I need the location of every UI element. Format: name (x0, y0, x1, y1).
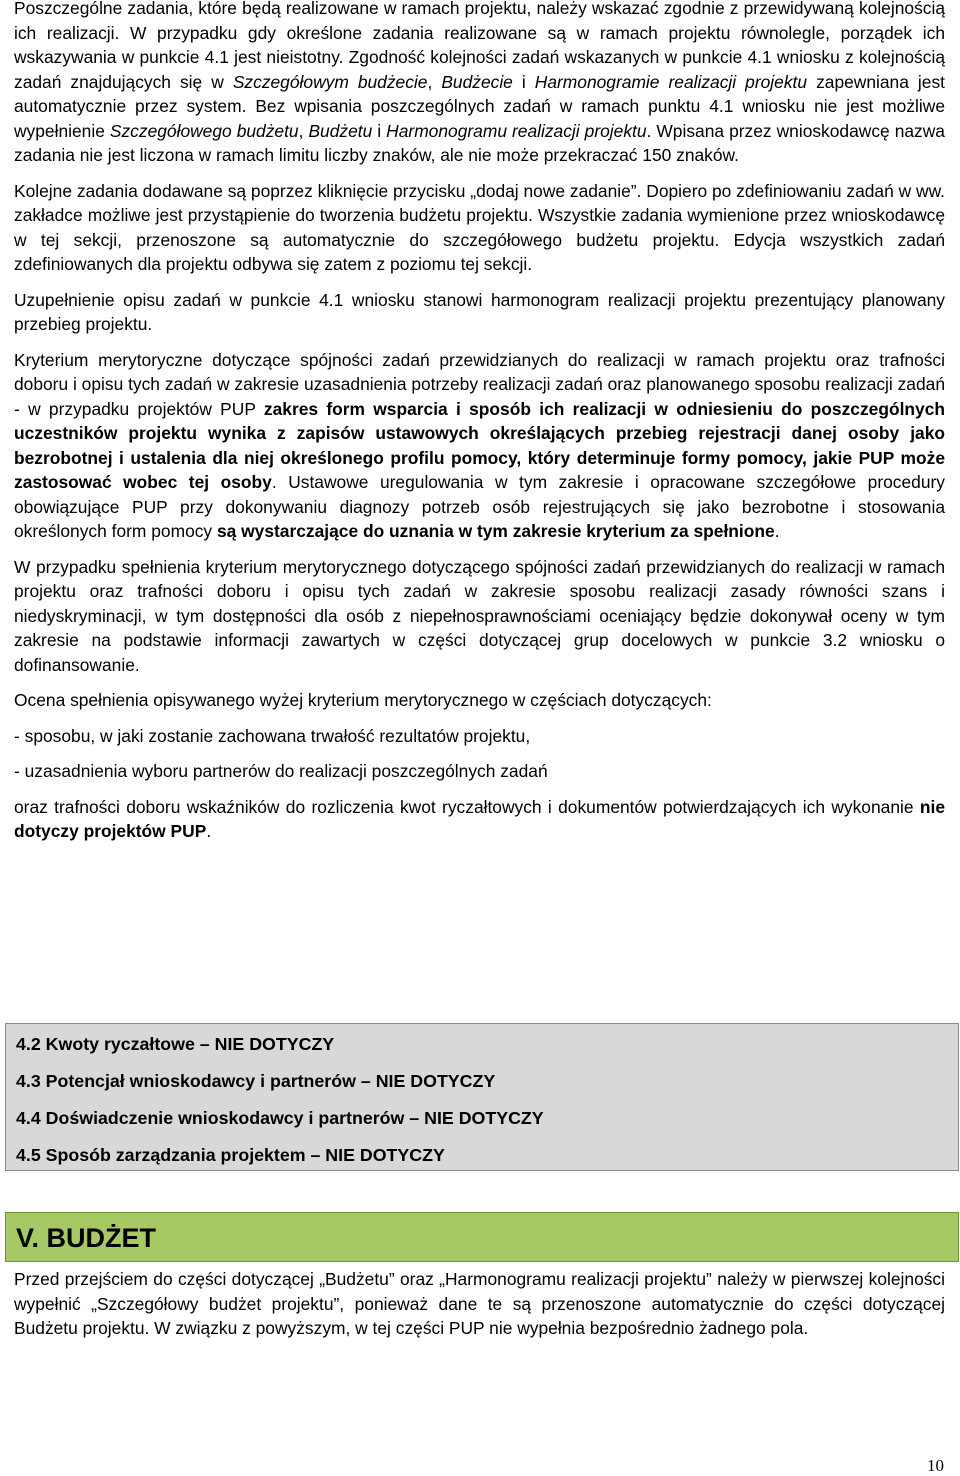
section-heading-budget: V. BUDŻET (5, 1212, 959, 1262)
page-number: 10 (927, 1456, 944, 1475)
budget-section-body (14, 1267, 945, 1341)
list-item-durability: - sposobu, w jaki zostanie zachowana trwałość rezultatów projektu, (14, 725, 531, 746)
item-applicant-potential: 4.3 Potencjał wnioskodawcy i partnerów – NIE DOTYCZY (16, 1071, 496, 1091)
paragraph-assessment: Ocena spełnienia opisywanego wyżej kryterium merytorycznego w częściach dotyczących: (14, 690, 712, 710)
item-project-management: 4.5 Sposób zarządzania projektem – NIE DOTYCZY (16, 1145, 445, 1165)
paragraph-add-task: Kolejne zadania dodawane są poprzez kliknięcie przycisku „dodaj nowe zadanie”. Dopiero po zdefiniowaniu zadań w ww. zakładce możliwe jest przystąpienie do tworzenia budżetu projektu. Wszystkie zadania wymienione przez wnioskodawcę w tej sekcji, przenoszone są automatycznie do szczegółowego budżetu projektu. Edycja wszystkich zadań zdefiniowanych dla projektu odbywa się zatem z poziomu tej sekcji. (14, 180, 945, 274)
item-lump-sums: 4.2 Kwoty ryczałtowe – NIE DOTYCZY (16, 1034, 335, 1054)
paragraph-budget: Przed przejściem do części dotyczącej „Budżetu” oraz „Harmonogramu realizacji projektu” należy w pierwszej kolejności wypełnić „Szczegółowy budżet projektu”, ponieważ dane te są przenoszone automatycznie do części dotyczącej Budżetu projektu. W związku z powyższym, w tej części PUP nie wypełnia bezpośrednio żadnego pola. (14, 1269, 945, 1338)
paragraph-indicators: oraz trafności doboru wskaźników do rozliczenia kwot ryczałtowych i dokumentów potwierdzających ich wykonanie nie dotyczy projektów PUP. (14, 796, 945, 841)
paragraph-equality: W przypadku spełnienia kryterium merytorycznego dotyczącego spójności zadań przewidzianych do realizacji w ramach projektu oraz trafności doboru i opisu tych zadań w zakresie sposobu realizacji zasady równości szans i niedyskryminacji, w tym dostępności dla osób z niepełnosprawnościami oceniający będzie dokonywał oceny w tym zakresie na podstawie informacji zawartych w części dotyczącej grup docelowych w punkcie 3.2 wniosku o dofinansowanie. (14, 556, 945, 675)
paragraph-schedule: Uzupełnienie opisu zadań w punkcie 4.1 wniosku stanowi harmonogram realizacji projektu prezentujący planowany przebieg projektu. (14, 289, 945, 334)
paragraph-task-order: Poszczególne zadania, które będą realizowane w ramach projektu, należy wskazać zgodnie z przewidywaną kolejnością ich realizacji. W przypadku gdy określone zadania realizowane są w ramach projektu równolegle, porządek ich wskazywania w punkcie 4.1 jest nieistotny. Zgodność kolejności zadań wskazanych w punkcie 4.1 wniosku z kolejnością zadań znajdujących się w Szczegółowym budżecie, Budżecie i Harmonogramie realizacji projektu zapewniana jest automatycznie przez system. Bez wpisania poszczególnych zadań w ramach punktu 4.1 wniosku nie jest możliwe wypełnienie Szczegółowego budżetu, Budżetu i Harmonogramu realizacji projektu. Wpisana przez wnioskodawcę nazwa zadania nie jest liczona w ramach limitu liczby znaków, ale nie może przekraczać 150 znaków. (14, 0, 945, 165)
item-applicant-experience: 4.4 Doświadczenie wnioskodawcy i partnerów – NIE DOTYCZY (16, 1108, 544, 1128)
document-body (14, 0, 945, 844)
list-item-partners: - uzasadnienia wyboru partnerów do realizacji poszczególnych zadań (14, 761, 548, 781)
paragraph-criterion: Kryterium merytoryczne dotyczące spójności zadań przewidzianych do realizacji w ramach projektu oraz trafności doboru i opisu tych zadań w zakresie uzasadnienia potrzeby realizacji zadań oraz planowanego sposobu realizacji zadań - w przypadku projektów PUP zakres form wsparcia i sposób ich realizacji w odniesieniu do poszczególnych uczestników projektu wynika z zapisów ustawowych określających przebieg rejestracji danej osoby jako bezrobotnej i ustalenia dla niej określonego profilu pomocy, który determinuje formy pomocy, jakie PUP może zastosować wobec tej osoby. Ustawowe uregulowania w tym zakresie i opracowane szczegółowe procedury obowiązujące PUP przy dokonywaniu diagnozy potrzeb osób rejestrujących się jako bezrobotne i stosowania określonych form pomocy są wystarczające do uznania w tym zakresie kryterium za spełnione. (14, 349, 945, 541)
not-applicable-box (5, 1023, 959, 1171)
